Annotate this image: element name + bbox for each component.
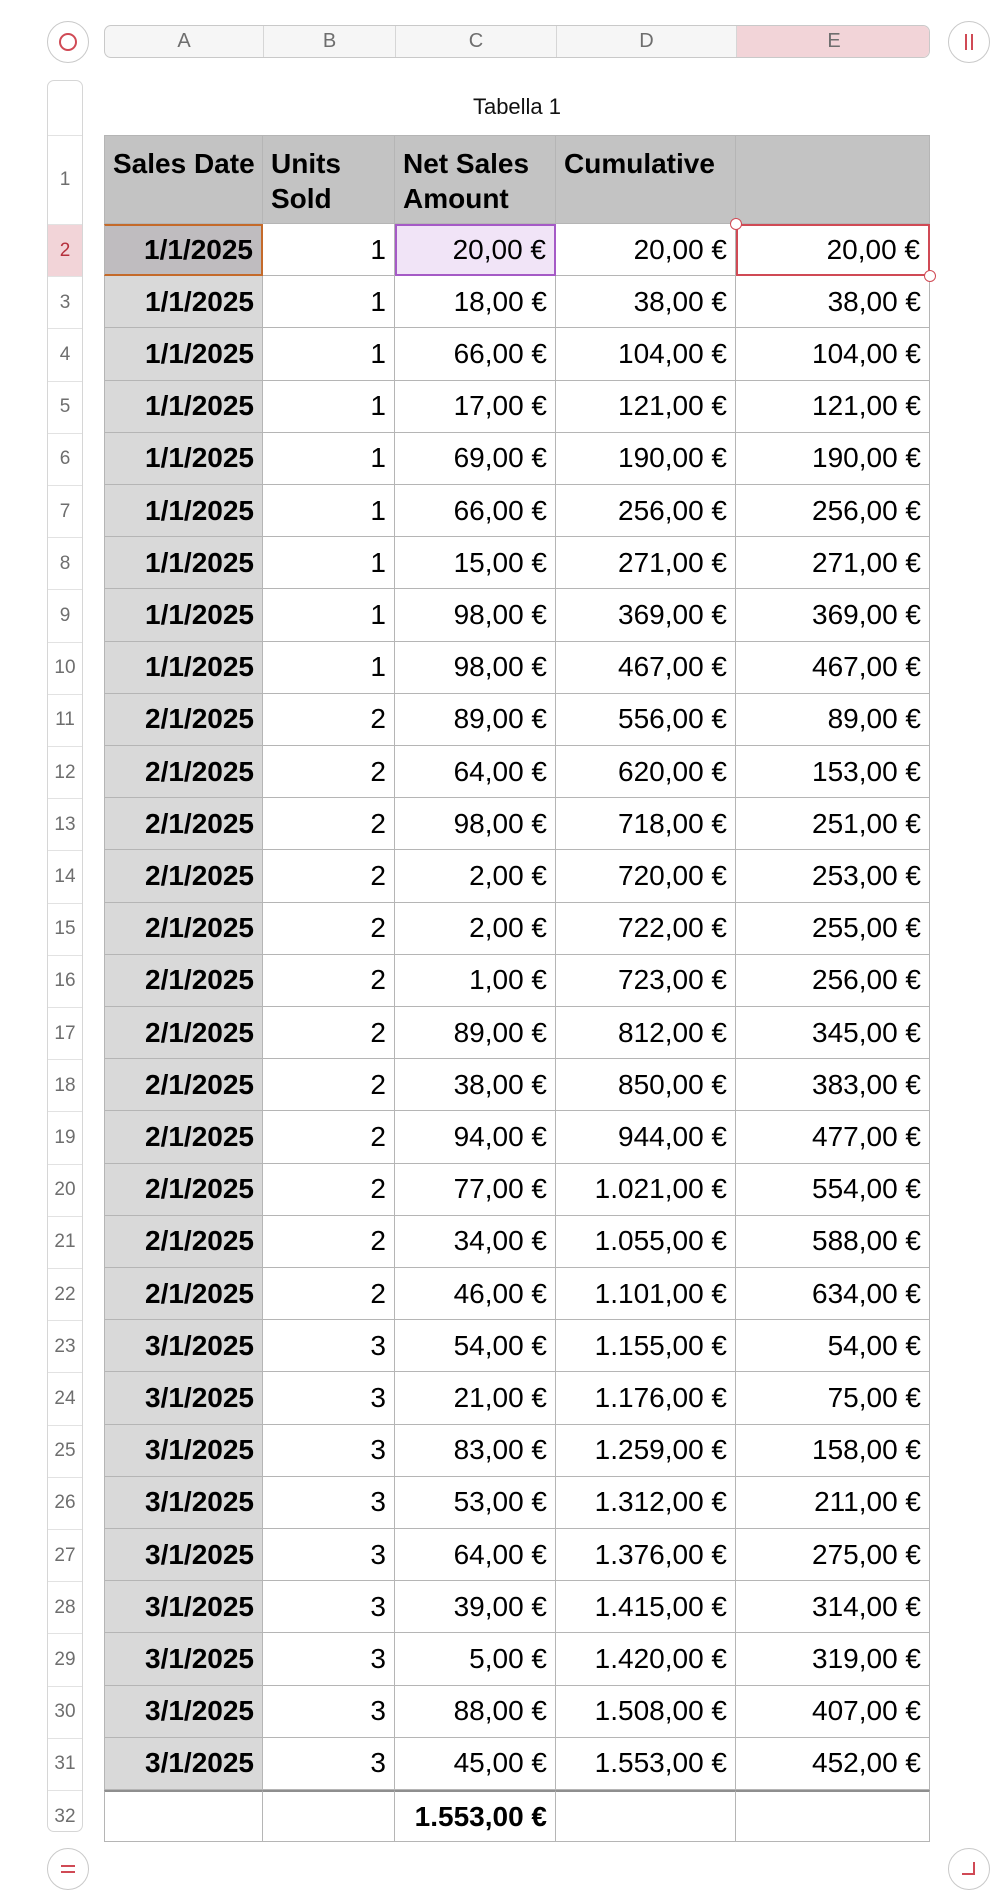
cell-b16[interactable]: 2	[263, 955, 395, 1007]
cell-d13[interactable]: 718,00 €	[556, 798, 736, 850]
row-header-20[interactable]: 20	[48, 1165, 82, 1217]
row-header-30[interactable]: 30	[48, 1687, 82, 1739]
cell-d19[interactable]: 944,00 €	[556, 1111, 736, 1163]
cell-b4[interactable]: 1	[263, 328, 395, 380]
cell-b10[interactable]: 1	[263, 642, 395, 694]
cell-c22[interactable]: 46,00 €	[395, 1268, 556, 1320]
cell-a21[interactable]: 2/1/2025	[104, 1216, 263, 1268]
cell-c16[interactable]: 1,00 €	[395, 955, 556, 1007]
cell-d10[interactable]: 467,00 €	[556, 642, 736, 694]
cell-a26[interactable]: 3/1/2025	[104, 1477, 263, 1529]
cell-e26[interactable]: 211,00 €	[736, 1477, 930, 1529]
row-header-1[interactable]: 1	[48, 136, 82, 225]
cell-a5[interactable]: 1/1/2025	[104, 381, 263, 433]
cell-b29[interactable]: 3	[263, 1633, 395, 1685]
cell-d5[interactable]: 121,00 €	[556, 381, 736, 433]
row-header-16[interactable]: 16	[48, 956, 82, 1008]
cell-a7[interactable]: 1/1/2025	[104, 485, 263, 537]
row-header-bar	[47, 80, 83, 1832]
cell-e27[interactable]: 275,00 €	[736, 1529, 930, 1581]
cell-c29[interactable]: 5,00 €	[395, 1633, 556, 1685]
row-header-29[interactable]: 29	[48, 1634, 82, 1686]
resize-corner-button[interactable]	[948, 1848, 990, 1890]
cell-c2[interactable]: 20,00 €	[395, 224, 556, 276]
sheet-table	[104, 135, 930, 1832]
cell-d2[interactable]: 20,00 €	[556, 224, 736, 276]
cell-e15[interactable]: 255,00 €	[736, 903, 930, 955]
cell-d24[interactable]: 1.176,00 €	[556, 1372, 736, 1424]
cell-d17[interactable]: 812,00 €	[556, 1007, 736, 1059]
row-header-31[interactable]: 31	[48, 1739, 82, 1791]
row-header-15[interactable]: 15	[48, 904, 82, 956]
cell-b9[interactable]: 1	[263, 589, 395, 641]
cell-d11[interactable]: 556,00 €	[556, 694, 736, 746]
cell-e20[interactable]: 554,00 €	[736, 1164, 930, 1216]
cell-c10[interactable]: 98,00 €	[395, 642, 556, 694]
cell-b3[interactable]: 1	[263, 276, 395, 328]
column-header-c[interactable]: C	[396, 26, 557, 57]
cell-a30[interactable]: 3/1/2025	[104, 1686, 263, 1738]
table-select-button[interactable]	[47, 21, 89, 63]
circle-icon	[57, 31, 79, 53]
cell-a18[interactable]: 2/1/2025	[104, 1059, 263, 1111]
footer-cell-b[interactable]	[263, 1790, 395, 1842]
cell-a2[interactable]: 1/1/2025	[104, 224, 263, 276]
cell-d26[interactable]: 1.312,00 €	[556, 1477, 736, 1529]
cell-b21[interactable]: 2	[263, 1216, 395, 1268]
cell-b8[interactable]: 1	[263, 537, 395, 589]
cell-e12[interactable]: 153,00 €	[736, 746, 930, 798]
column-header-e[interactable]: E	[737, 26, 930, 57]
cell-e28[interactable]: 314,00 €	[736, 1581, 930, 1633]
row-header-32[interactable]: 32	[48, 1791, 82, 1832]
cell-b28[interactable]: 3	[263, 1581, 395, 1633]
cell-d8[interactable]: 271,00 €	[556, 537, 736, 589]
cell-b20[interactable]: 2	[263, 1164, 395, 1216]
cell-b12[interactable]: 2	[263, 746, 395, 798]
cell-b27[interactable]: 3	[263, 1529, 395, 1581]
row-header-8[interactable]: 8	[48, 538, 82, 590]
row-header-14[interactable]: 14	[48, 851, 82, 903]
cell-a15[interactable]: 2/1/2025	[104, 903, 263, 955]
cell-b15[interactable]: 2	[263, 903, 395, 955]
cell-b6[interactable]: 1	[263, 433, 395, 485]
cell-e5[interactable]: 121,00 €	[736, 381, 930, 433]
cell-d23[interactable]: 1.155,00 €	[556, 1320, 736, 1372]
selection-handle-top[interactable]	[730, 218, 742, 230]
cell-a25[interactable]: 3/1/2025	[104, 1425, 263, 1477]
cell-c3[interactable]: 18,00 €	[395, 276, 556, 328]
cell-d28[interactable]: 1.415,00 €	[556, 1581, 736, 1633]
cell-c23[interactable]: 54,00 €	[395, 1320, 556, 1372]
cell-a12[interactable]: 2/1/2025	[104, 746, 263, 798]
cell-a19[interactable]: 2/1/2025	[104, 1111, 263, 1163]
cell-a8[interactable]: 1/1/2025	[104, 537, 263, 589]
cell-c31[interactable]: 45,00 €	[395, 1738, 556, 1790]
cell-e3[interactable]: 38,00 €	[736, 276, 930, 328]
column-header-bar	[104, 25, 930, 58]
row-header-27[interactable]: 27	[48, 1530, 82, 1582]
footer-cell-e[interactable]	[736, 1790, 930, 1842]
cell-a11[interactable]: 2/1/2025	[104, 694, 263, 746]
header-cell-a[interactable]: Sales Date	[104, 135, 263, 224]
cell-e29[interactable]: 319,00 €	[736, 1633, 930, 1685]
cell-a23[interactable]: 3/1/2025	[104, 1320, 263, 1372]
cell-a17[interactable]: 2/1/2025	[104, 1007, 263, 1059]
cell-b25[interactable]: 3	[263, 1425, 395, 1477]
row-header-corner	[48, 81, 82, 136]
row-header-5[interactable]: 5	[48, 382, 82, 434]
cell-c9[interactable]: 98,00 €	[395, 589, 556, 641]
cell-a4[interactable]: 1/1/2025	[104, 328, 263, 380]
row-header-3[interactable]: 3	[48, 277, 82, 329]
cell-a28[interactable]: 3/1/2025	[104, 1581, 263, 1633]
cell-d7[interactable]: 256,00 €	[556, 485, 736, 537]
cell-c4[interactable]: 66,00 €	[395, 328, 556, 380]
row-header-12[interactable]: 12	[48, 747, 82, 799]
row-header-10[interactable]: 10	[48, 643, 82, 695]
corner-icon	[958, 1858, 980, 1880]
cell-e25[interactable]: 158,00 €	[736, 1425, 930, 1477]
cell-a31[interactable]: 3/1/2025	[104, 1738, 263, 1790]
cell-d20[interactable]: 1.021,00 €	[556, 1164, 736, 1216]
cell-d14[interactable]: 720,00 €	[556, 850, 736, 902]
cell-e6[interactable]: 190,00 €	[736, 433, 930, 485]
cell-e13[interactable]: 251,00 €	[736, 798, 930, 850]
header-cell-c[interactable]: Net Sales Amount	[395, 135, 556, 224]
cell-e21[interactable]: 588,00 €	[736, 1216, 930, 1268]
cell-c26[interactable]: 53,00 €	[395, 1477, 556, 1529]
cell-c7[interactable]: 66,00 €	[395, 485, 556, 537]
cell-c14[interactable]: 2,00 €	[395, 850, 556, 902]
cell-e23[interactable]: 54,00 €	[736, 1320, 930, 1372]
cell-b18[interactable]: 2	[263, 1059, 395, 1111]
cell-a22[interactable]: 2/1/2025	[104, 1268, 263, 1320]
cell-d9[interactable]: 369,00 €	[556, 589, 736, 641]
cell-a3[interactable]: 1/1/2025	[104, 276, 263, 328]
cell-c11[interactable]: 89,00 €	[395, 694, 556, 746]
cell-e4[interactable]: 104,00 €	[736, 328, 930, 380]
row-header-25[interactable]: 25	[48, 1426, 82, 1478]
cell-b19[interactable]: 2	[263, 1111, 395, 1163]
cell-c18[interactable]: 38,00 €	[395, 1059, 556, 1111]
cell-e24[interactable]: 75,00 €	[736, 1372, 930, 1424]
cell-b23[interactable]: 3	[263, 1320, 395, 1372]
cell-b24[interactable]: 3	[263, 1372, 395, 1424]
table-title[interactable]: Tabella 1	[472, 94, 562, 119]
column-resize-button[interactable]	[948, 21, 990, 63]
row-header-9[interactable]: 9	[48, 590, 82, 642]
cell-c24[interactable]: 21,00 €	[395, 1372, 556, 1424]
cell-c19[interactable]: 94,00 €	[395, 1111, 556, 1163]
cell-d4[interactable]: 104,00 €	[556, 328, 736, 380]
cell-a10[interactable]: 1/1/2025	[104, 642, 263, 694]
cell-e10[interactable]: 467,00 €	[736, 642, 930, 694]
cell-a14[interactable]: 2/1/2025	[104, 850, 263, 902]
cell-c5[interactable]: 17,00 €	[395, 381, 556, 433]
row-header-28[interactable]: 28	[48, 1582, 82, 1634]
cell-d12[interactable]: 620,00 €	[556, 746, 736, 798]
add-row-button[interactable]	[47, 1848, 89, 1890]
row-header-4[interactable]: 4	[48, 329, 82, 381]
cell-c27[interactable]: 64,00 €	[395, 1529, 556, 1581]
column-header-a[interactable]: A	[105, 26, 264, 57]
cell-c21[interactable]: 34,00 €	[395, 1216, 556, 1268]
cell-e31[interactable]: 452,00 €	[736, 1738, 930, 1790]
cell-d15[interactable]: 722,00 €	[556, 903, 736, 955]
cell-b7[interactable]: 1	[263, 485, 395, 537]
cell-d25[interactable]: 1.259,00 €	[556, 1425, 736, 1477]
row-header-22[interactable]: 22	[48, 1269, 82, 1321]
footer-cell-a[interactable]	[104, 1790, 263, 1842]
cell-c13[interactable]: 98,00 €	[395, 798, 556, 850]
row-header-6[interactable]: 6	[48, 434, 82, 486]
cell-e16[interactable]: 256,00 €	[736, 955, 930, 1007]
cell-e8[interactable]: 271,00 €	[736, 537, 930, 589]
row-header-19[interactable]: 19	[48, 1112, 82, 1164]
selection-handle-bottom[interactable]	[924, 270, 936, 282]
cell-d27[interactable]: 1.376,00 €	[556, 1529, 736, 1581]
pause-bars-icon	[958, 31, 980, 53]
cell-e30[interactable]: 407,00 €	[736, 1686, 930, 1738]
cell-d18[interactable]: 850,00 €	[556, 1059, 736, 1111]
cell-a13[interactable]: 2/1/2025	[104, 798, 263, 850]
column-header-d[interactable]: D	[557, 26, 737, 57]
header-cell-b[interactable]: Units Sold	[263, 135, 395, 224]
row-header-13[interactable]: 13	[48, 799, 82, 851]
cell-c12[interactable]: 64,00 €	[395, 746, 556, 798]
cell-c17[interactable]: 89,00 €	[395, 1007, 556, 1059]
cell-e14[interactable]: 253,00 €	[736, 850, 930, 902]
row-header-7[interactable]: 7	[48, 486, 82, 538]
cell-b30[interactable]: 3	[263, 1686, 395, 1738]
cell-d16[interactable]: 723,00 €	[556, 955, 736, 1007]
cell-e17[interactable]: 345,00 €	[736, 1007, 930, 1059]
cell-b5[interactable]: 1	[263, 381, 395, 433]
cell-c8[interactable]: 15,00 €	[395, 537, 556, 589]
cell-e22[interactable]: 634,00 €	[736, 1268, 930, 1320]
cell-d30[interactable]: 1.508,00 €	[556, 1686, 736, 1738]
cell-a9[interactable]: 1/1/2025	[104, 589, 263, 641]
cell-c25[interactable]: 83,00 €	[395, 1425, 556, 1477]
cell-d3[interactable]: 38,00 €	[556, 276, 736, 328]
row-header-23[interactable]: 23	[48, 1321, 82, 1373]
row-header-21[interactable]: 21	[48, 1217, 82, 1269]
cell-c15[interactable]: 2,00 €	[395, 903, 556, 955]
cell-b11[interactable]: 2	[263, 694, 395, 746]
cell-e2[interactable]: 20,00 €	[736, 224, 930, 276]
cell-e18[interactable]: 383,00 €	[736, 1059, 930, 1111]
cell-b22[interactable]: 2	[263, 1268, 395, 1320]
cell-d31[interactable]: 1.553,00 €	[556, 1738, 736, 1790]
cell-d21[interactable]: 1.055,00 €	[556, 1216, 736, 1268]
cell-c28[interactable]: 39,00 €	[395, 1581, 556, 1633]
row-header-17[interactable]: 17	[48, 1008, 82, 1060]
row-header-26[interactable]: 26	[48, 1478, 82, 1530]
cell-b2[interactable]: 1	[263, 224, 395, 276]
row-header-2[interactable]: 2	[48, 225, 82, 277]
cell-b31[interactable]: 3	[263, 1738, 395, 1790]
cell-c6[interactable]: 69,00 €	[395, 433, 556, 485]
cell-c20[interactable]: 77,00 €	[395, 1164, 556, 1216]
row-header-18[interactable]: 18	[48, 1060, 82, 1112]
cell-a24[interactable]: 3/1/2025	[104, 1372, 263, 1424]
cell-a16[interactable]: 2/1/2025	[104, 955, 263, 1007]
cell-e9[interactable]: 369,00 €	[736, 589, 930, 641]
footer-cell-d[interactable]	[556, 1790, 736, 1842]
cell-a29[interactable]: 3/1/2025	[104, 1633, 263, 1685]
cell-a20[interactable]: 2/1/2025	[104, 1164, 263, 1216]
row-header-11[interactable]: 11	[48, 695, 82, 747]
cell-c30[interactable]: 88,00 €	[395, 1686, 556, 1738]
cell-b14[interactable]: 2	[263, 850, 395, 902]
column-header-b[interactable]: B	[264, 26, 396, 57]
footer-cell-c[interactable]: 1.553,00 €	[395, 1790, 556, 1842]
cell-a6[interactable]: 1/1/2025	[104, 433, 263, 485]
cell-e7[interactable]: 256,00 €	[736, 485, 930, 537]
cell-d6[interactable]: 190,00 €	[556, 433, 736, 485]
cell-e19[interactable]: 477,00 €	[736, 1111, 930, 1163]
cell-b17[interactable]: 2	[263, 1007, 395, 1059]
cell-d22[interactable]: 1.101,00 €	[556, 1268, 736, 1320]
header-cell-d[interactable]: Cumulative	[556, 135, 736, 224]
cell-d29[interactable]: 1.420,00 €	[556, 1633, 736, 1685]
header-cell-e[interactable]	[736, 135, 930, 224]
equals-icon	[57, 1858, 79, 1880]
cell-b13[interactable]: 2	[263, 798, 395, 850]
cell-e11[interactable]: 89,00 €	[736, 694, 930, 746]
cell-a27[interactable]: 3/1/2025	[104, 1529, 263, 1581]
row-header-24[interactable]: 24	[48, 1373, 82, 1425]
cell-b26[interactable]: 3	[263, 1477, 395, 1529]
